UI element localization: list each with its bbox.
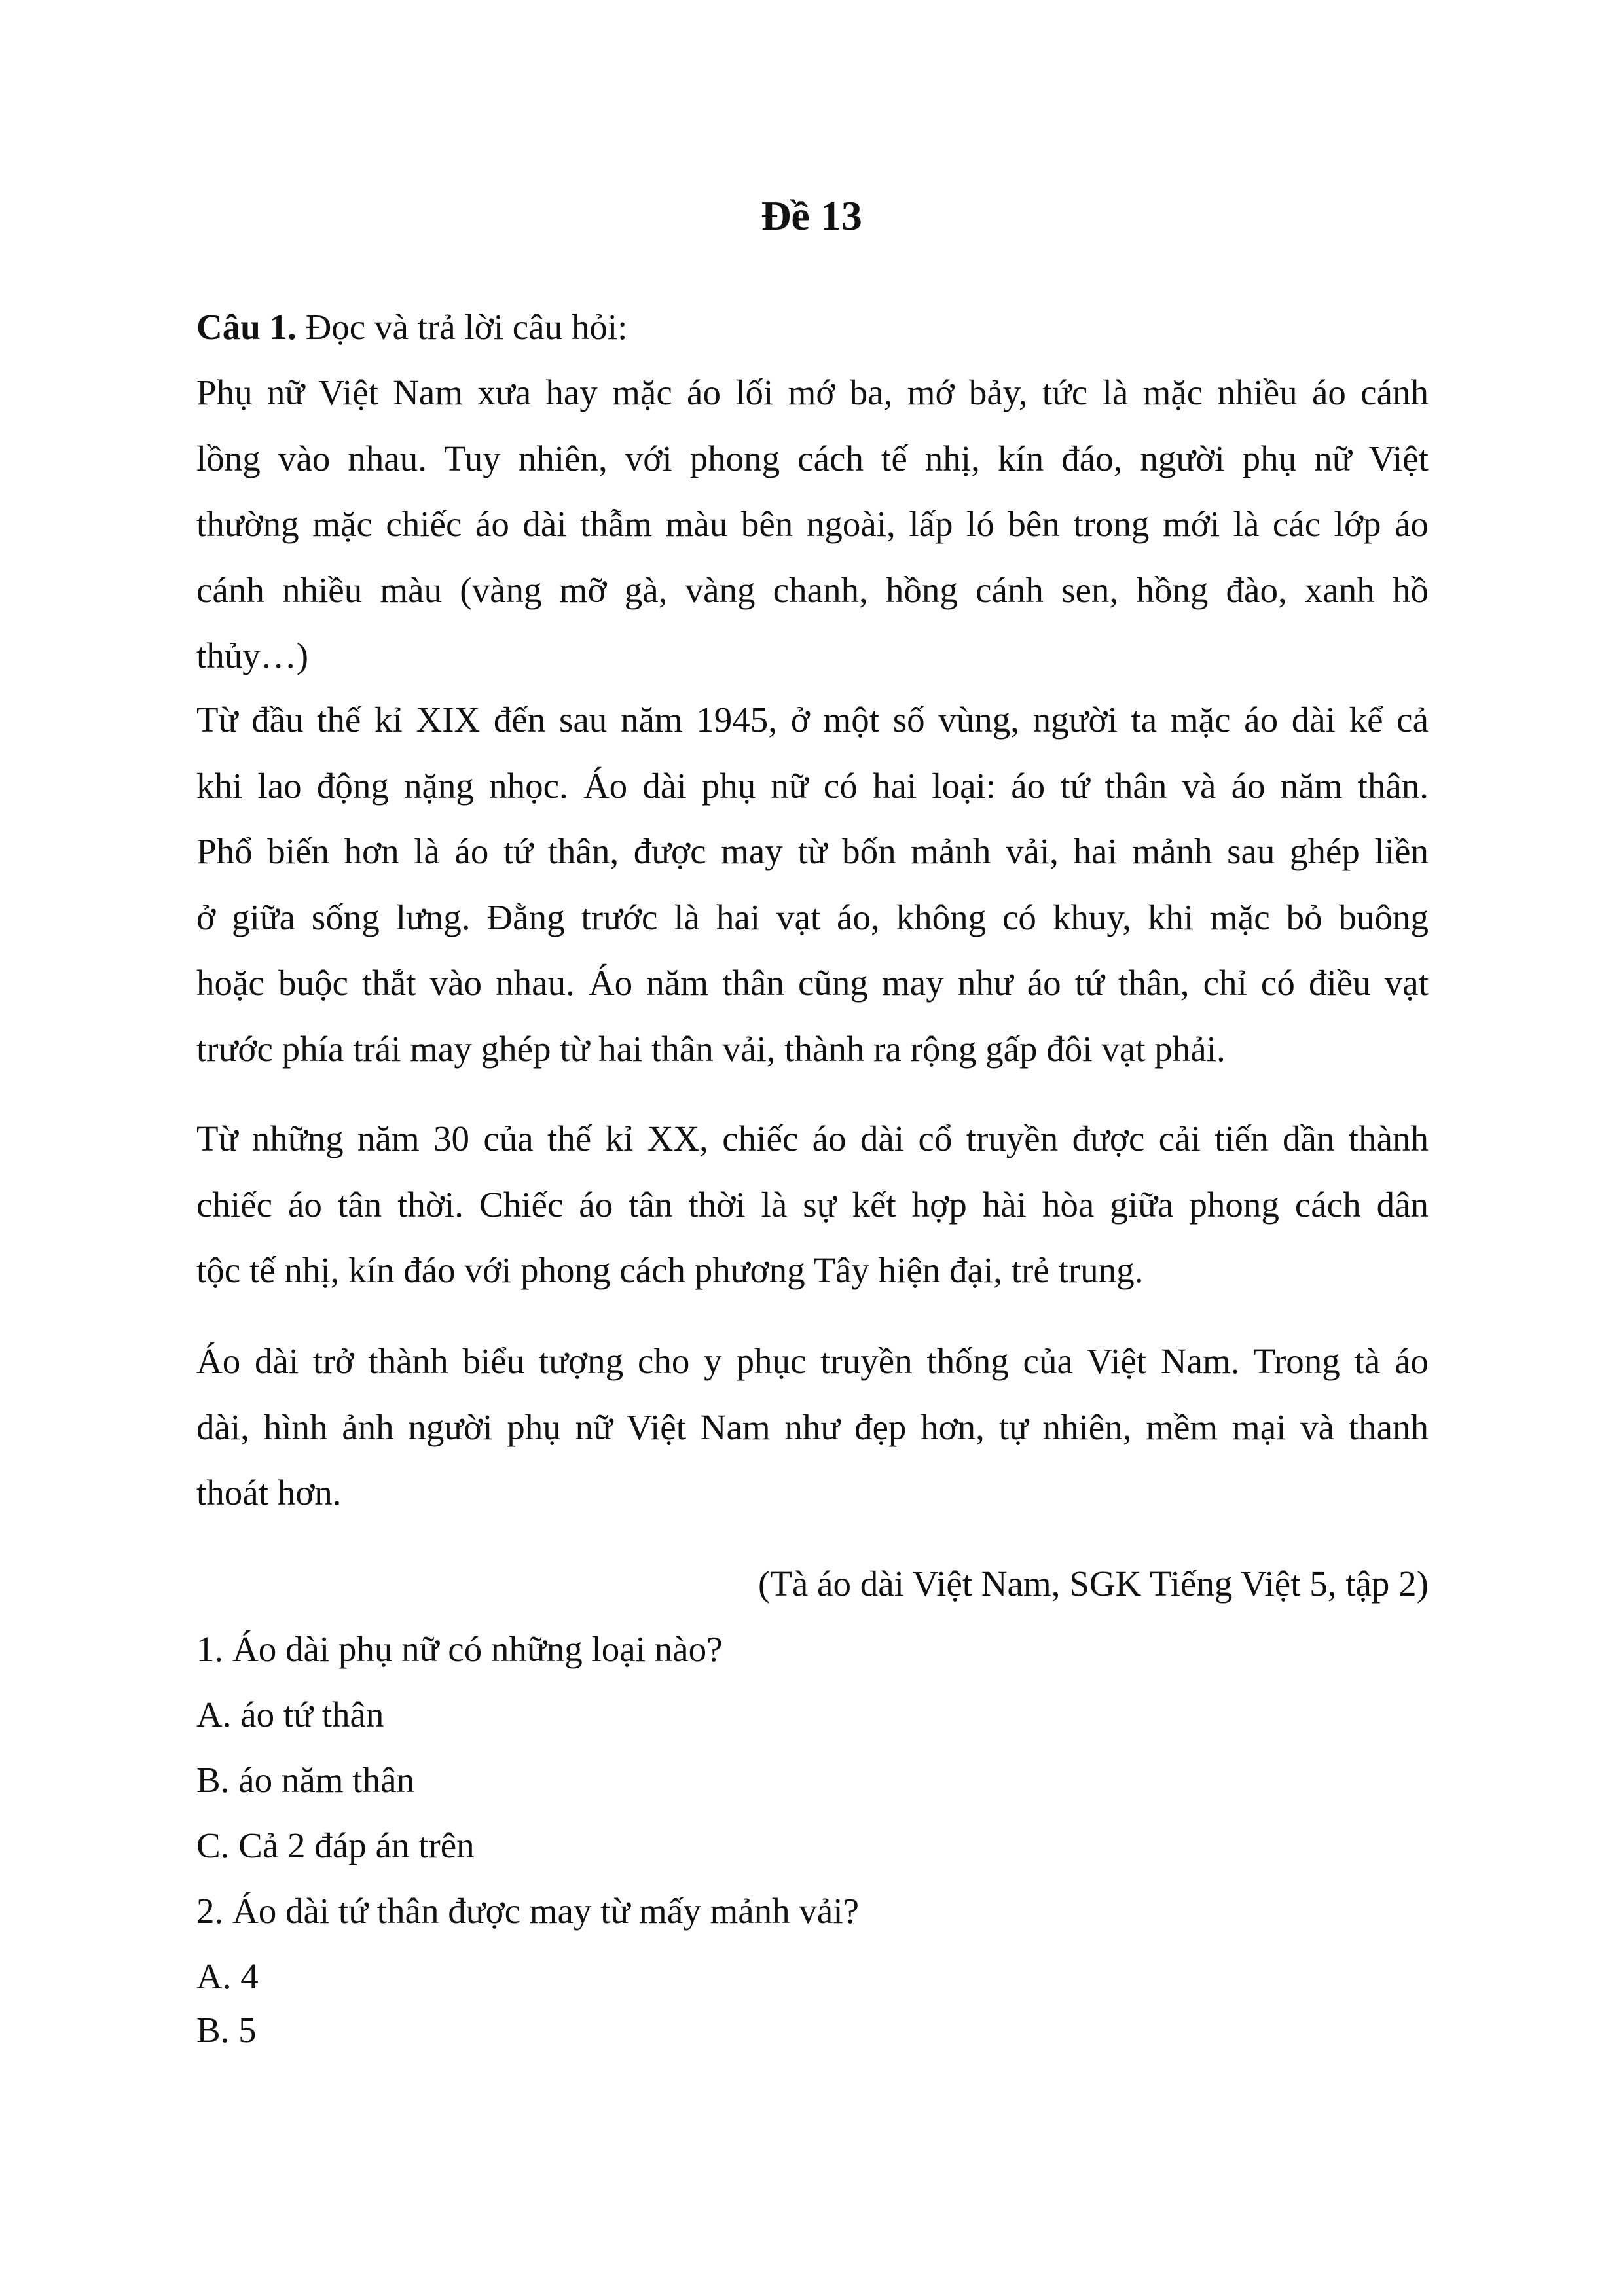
question-2-option-b: B. 5 — [196, 2017, 257, 2047]
passage-paragraph-4 — [196, 1329, 1429, 1526]
passage-line: Từ đầu thế kỉ XIX đến sau năm 1945, ở một số vùng, người ta mặc áo dài kể cả — [196, 700, 1429, 740]
passage-line: thoát hơn. — [196, 1473, 342, 1513]
page-title: Đề 13 — [761, 192, 862, 239]
passage-line: dài, hình ảnh người phụ nữ Việt Nam như đẹp hơn, tự nhiên, mềm mại và thanh — [196, 1407, 1429, 1447]
passage-line: chiếc áo tân thời. Chiếc áo tân thời là sự kết hợp hài hòa giữa phong cách dân — [196, 1184, 1429, 1225]
question-1-label: Câu 1. — [196, 307, 297, 347]
passage-line: ở giữa sống lưng. Đằng trước là hai vạt áo, không có khuy, khi mặc bỏ buông — [196, 897, 1429, 937]
question-1-instruction: Đọc và trả lời câu hỏi: — [296, 307, 628, 347]
passage-line: Phụ nữ Việt Nam xưa hay mặc áo lối mớ ba, mớ bảy, tức là mặc nhiều áo cánh — [196, 372, 1429, 412]
passage-paragraph-3 — [196, 1106, 1429, 1304]
question-2-option-a: A. 4 — [196, 1956, 259, 1996]
passage-line: Áo dài trở thành biểu tượng cho y phục truyền thống của Việt Nam. Trong tà áo — [196, 1341, 1429, 1381]
passage-line: thủy…) — [196, 636, 309, 675]
passage-line: thường mặc chiếc áo dài thẫm màu bên ngoài, lấp ló bên trong mới là các lớp áo — [196, 504, 1429, 544]
question-1-option-a: A. áo tứ thân — [196, 1695, 384, 1734]
question-1-option-b: B. áo năm thân — [196, 1760, 414, 1800]
passage-line: Phổ biến hơn là áo tứ thân, được may từ bốn mảnh vải, hai mảnh sau ghép liền — [196, 831, 1429, 871]
question-2-text: 2. Áo dài tứ thân được may từ mấy mảnh vải? — [196, 1891, 860, 1931]
question-1-option-c: C. Cả 2 đáp án trên — [196, 1825, 475, 1865]
passage-line: khi lao động nặng nhọc. Áo dài phụ nữ có hai loại: áo tứ thân và áo năm thân. — [196, 765, 1429, 806]
question-2-option-b-cropped — [196, 2017, 257, 2047]
passage-line: tộc tế nhị, kín đáo với phong cách phương Tây hiện đại, trẻ trung. — [196, 1250, 1144, 1290]
passage-paragraph-1 — [196, 360, 1429, 689]
passage-line: Từ những năm 30 của thế kỉ XX, chiếc áo dài cổ truyền được cải tiến dần thành — [196, 1119, 1429, 1158]
passage-line: lồng vào nhau. Tuy nhiên, với phong cách tế nhị, kín đáo, người phụ nữ Việt — [196, 438, 1429, 478]
passage-line: cánh nhiều màu (vàng mỡ gà, vàng chanh, hồng cánh sen, hồng đào, xanh hồ — [196, 569, 1429, 610]
passage-source: (Tà áo dài Việt Nam, SGK Tiếng Việt 5, tập 2) — [757, 1564, 1429, 1604]
passage-paragraph-2 — [196, 687, 1429, 1082]
passage-line: hoặc buộc thắt vào nhau. Áo năm thân cũng may như áo tứ thân, chỉ có điều vạt — [196, 963, 1429, 1003]
question-1-text: 1. Áo dài phụ nữ có những loại nào? — [196, 1629, 723, 1669]
passage-line: trước phía trái may ghép từ hai thân vải, thành ra rộng gấp đôi vạt phải. — [196, 1028, 1226, 1069]
question-1-heading — [196, 295, 1429, 361]
